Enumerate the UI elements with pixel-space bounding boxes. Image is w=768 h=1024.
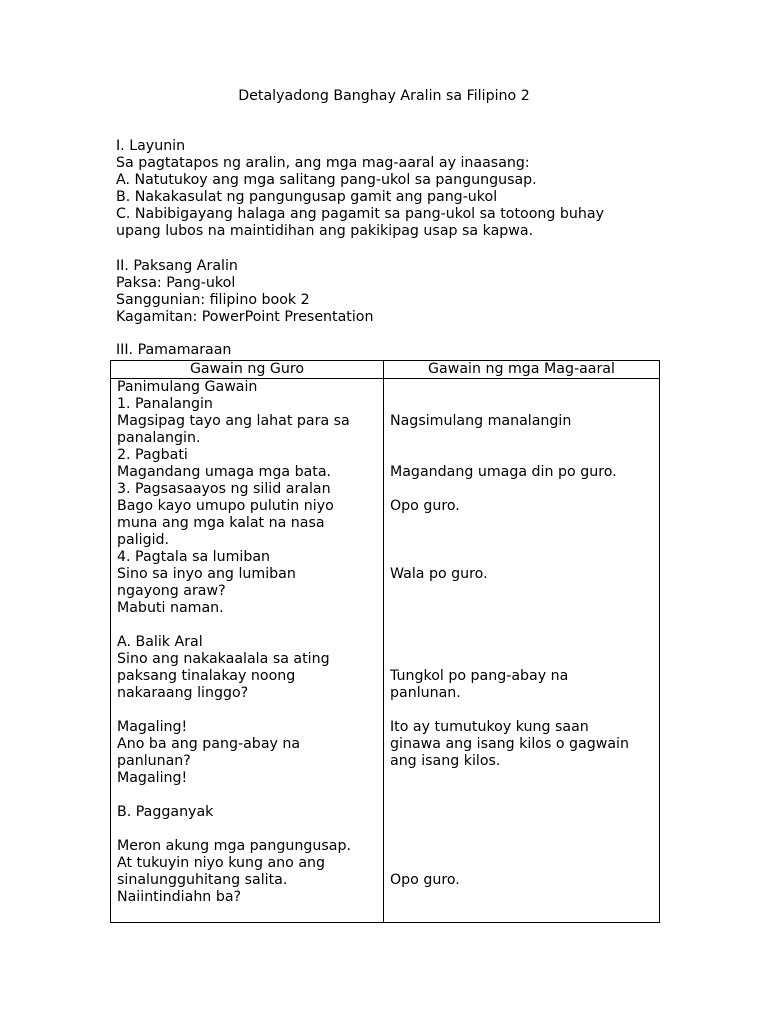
student-response-line [390,583,653,600]
teacher-activity-line: Naiintindiahn ba? [117,889,242,905]
teacher-activity-line: A. Balik Aral [117,634,203,650]
table-row [111,379,660,923]
student-response-line [390,600,653,617]
student-response-line [390,396,653,413]
table-header-row [111,361,660,379]
student-response-line: panlunan. [390,685,461,701]
teacher-activity-line: Magaling! [117,770,188,786]
objective-item-c-continued: upang lubos na maintidihan ang pakikipag usap sa kapwa. [116,223,534,239]
student-response-line [390,855,653,872]
student-response-line [390,889,653,906]
teacher-column-header: Gawain ng Guro [111,361,384,379]
objective-item-b: B. Nakakasulat ng pangungusap gamit ang pang-ukol [116,189,498,205]
teacher-activity-line: Magaling! [117,719,188,735]
student-response-line [390,481,653,498]
teacher-activity-line: Panimulang Gawain [117,379,258,395]
teacher-activity-line [117,821,377,838]
subject-matter-heading: II. Paksang Aralin [116,258,238,274]
student-response-line [390,379,653,396]
document-title: Detalyadong Banghay Aralin sa Filipino 2 [238,88,530,104]
teacher-activity-line: muna ang mga kalat na nasa [117,515,325,531]
student-response-line: ginawa ang isang kilos o gagwain [390,736,629,752]
student-response-line [390,702,653,719]
student-activities-cell [384,379,660,923]
student-response-line: Magandang umaga din po guro. [390,464,617,480]
student-response-line [390,838,653,855]
objectives-section [116,138,676,240]
student-response-line [390,515,653,532]
student-response-line [390,430,653,447]
teacher-activity-line: paligid. [117,532,170,548]
student-column-header: Gawain ng mga Mag-aaral [384,361,660,379]
student-response-line: Nagsimulang manalangin [390,413,572,429]
subject-reference: Sanggunian: filipino book 2 [116,292,310,308]
objective-item-c: C. Nabibigayang halaga ang pagamit sa pang-ukol sa totoong buhay [116,206,604,222]
student-response-line [390,770,653,787]
teacher-activity-line: At tukuyin niyo kung ano ang [117,855,326,871]
procedure-section [116,342,676,359]
teacher-activity-line: paksang tinalakay noong [117,668,296,684]
student-response-line: Ito ay tumutukoy kung saan [390,719,589,735]
student-response-line [390,787,653,804]
teacher-activity-line: sinalungguhitang salita. [117,872,288,888]
student-response-line: Opo guro. [390,498,460,514]
teacher-activity-line: nakaraang linggo? [117,685,249,701]
teacher-activity-line: panlunan? [117,753,191,769]
objectives-intro: Sa pagtatapos ng aralin, ang mga mag-aaral ay inaasang: [116,155,530,171]
teacher-activity-line: Bago kayo umupo pulutin niyo [117,498,334,514]
teacher-activity-line [117,702,377,719]
procedure-table [110,360,660,923]
teacher-activity-line: Mabuti naman. [117,600,224,616]
teacher-activity-line [117,787,377,804]
teacher-activity-line: Sino sa inyo ang lumiban [117,566,296,582]
objectives-heading: I. Layunin [116,138,186,154]
student-response-line [390,532,653,549]
student-response-line [390,617,653,634]
student-response-line: Opo guro. [390,872,460,888]
subject-matter-section [116,258,676,326]
teacher-activity-line: 2. Pagbati [117,447,188,463]
student-response-line [390,821,653,838]
teacher-activity-line: 3. Pagsasaayos ng silid aralan [117,481,331,497]
student-response-line [390,549,653,566]
teacher-activity-line: Ano ba ang pang-abay na [117,736,301,752]
subject-materials: Kagamitan: PowerPoint Presentation [116,309,374,325]
subject-topic: Paksa: Pang-ukol [116,275,236,291]
teacher-activity-line: Sino ang nakakaalala sa ating [117,651,330,667]
student-response-line [390,447,653,464]
teacher-activity-line [117,617,377,634]
student-response-line [390,804,653,821]
teacher-activity-line: 1. Panalangin [117,396,213,412]
teacher-activity-line: 4. Pagtala sa lumiban [117,549,271,565]
student-response-line: Wala po guro. [390,566,488,582]
teacher-activity-line: panalangin. [117,430,201,446]
student-response-line: Tungkol po pang-abay na [390,668,569,684]
student-response-line [390,651,653,668]
procedure-heading: III. Pamamaraan [116,342,232,358]
teacher-activity-line: Magandang umaga mga bata. [117,464,332,480]
student-response-line [390,634,653,651]
teacher-activities-cell [111,379,384,923]
objective-item-a: A. Natutukoy ang mga salitang pang-ukol sa pangungusap. [116,172,537,188]
teacher-activity-line: Magsipag tayo ang lahat para sa [117,413,350,429]
teacher-activity-line: Meron akung mga pangungusap. [117,838,351,854]
teacher-activity-line: B. Pagganyak [117,804,214,820]
student-response-line: ang isang kilos. [390,753,501,769]
teacher-activity-line: ngayong araw? [117,583,226,599]
